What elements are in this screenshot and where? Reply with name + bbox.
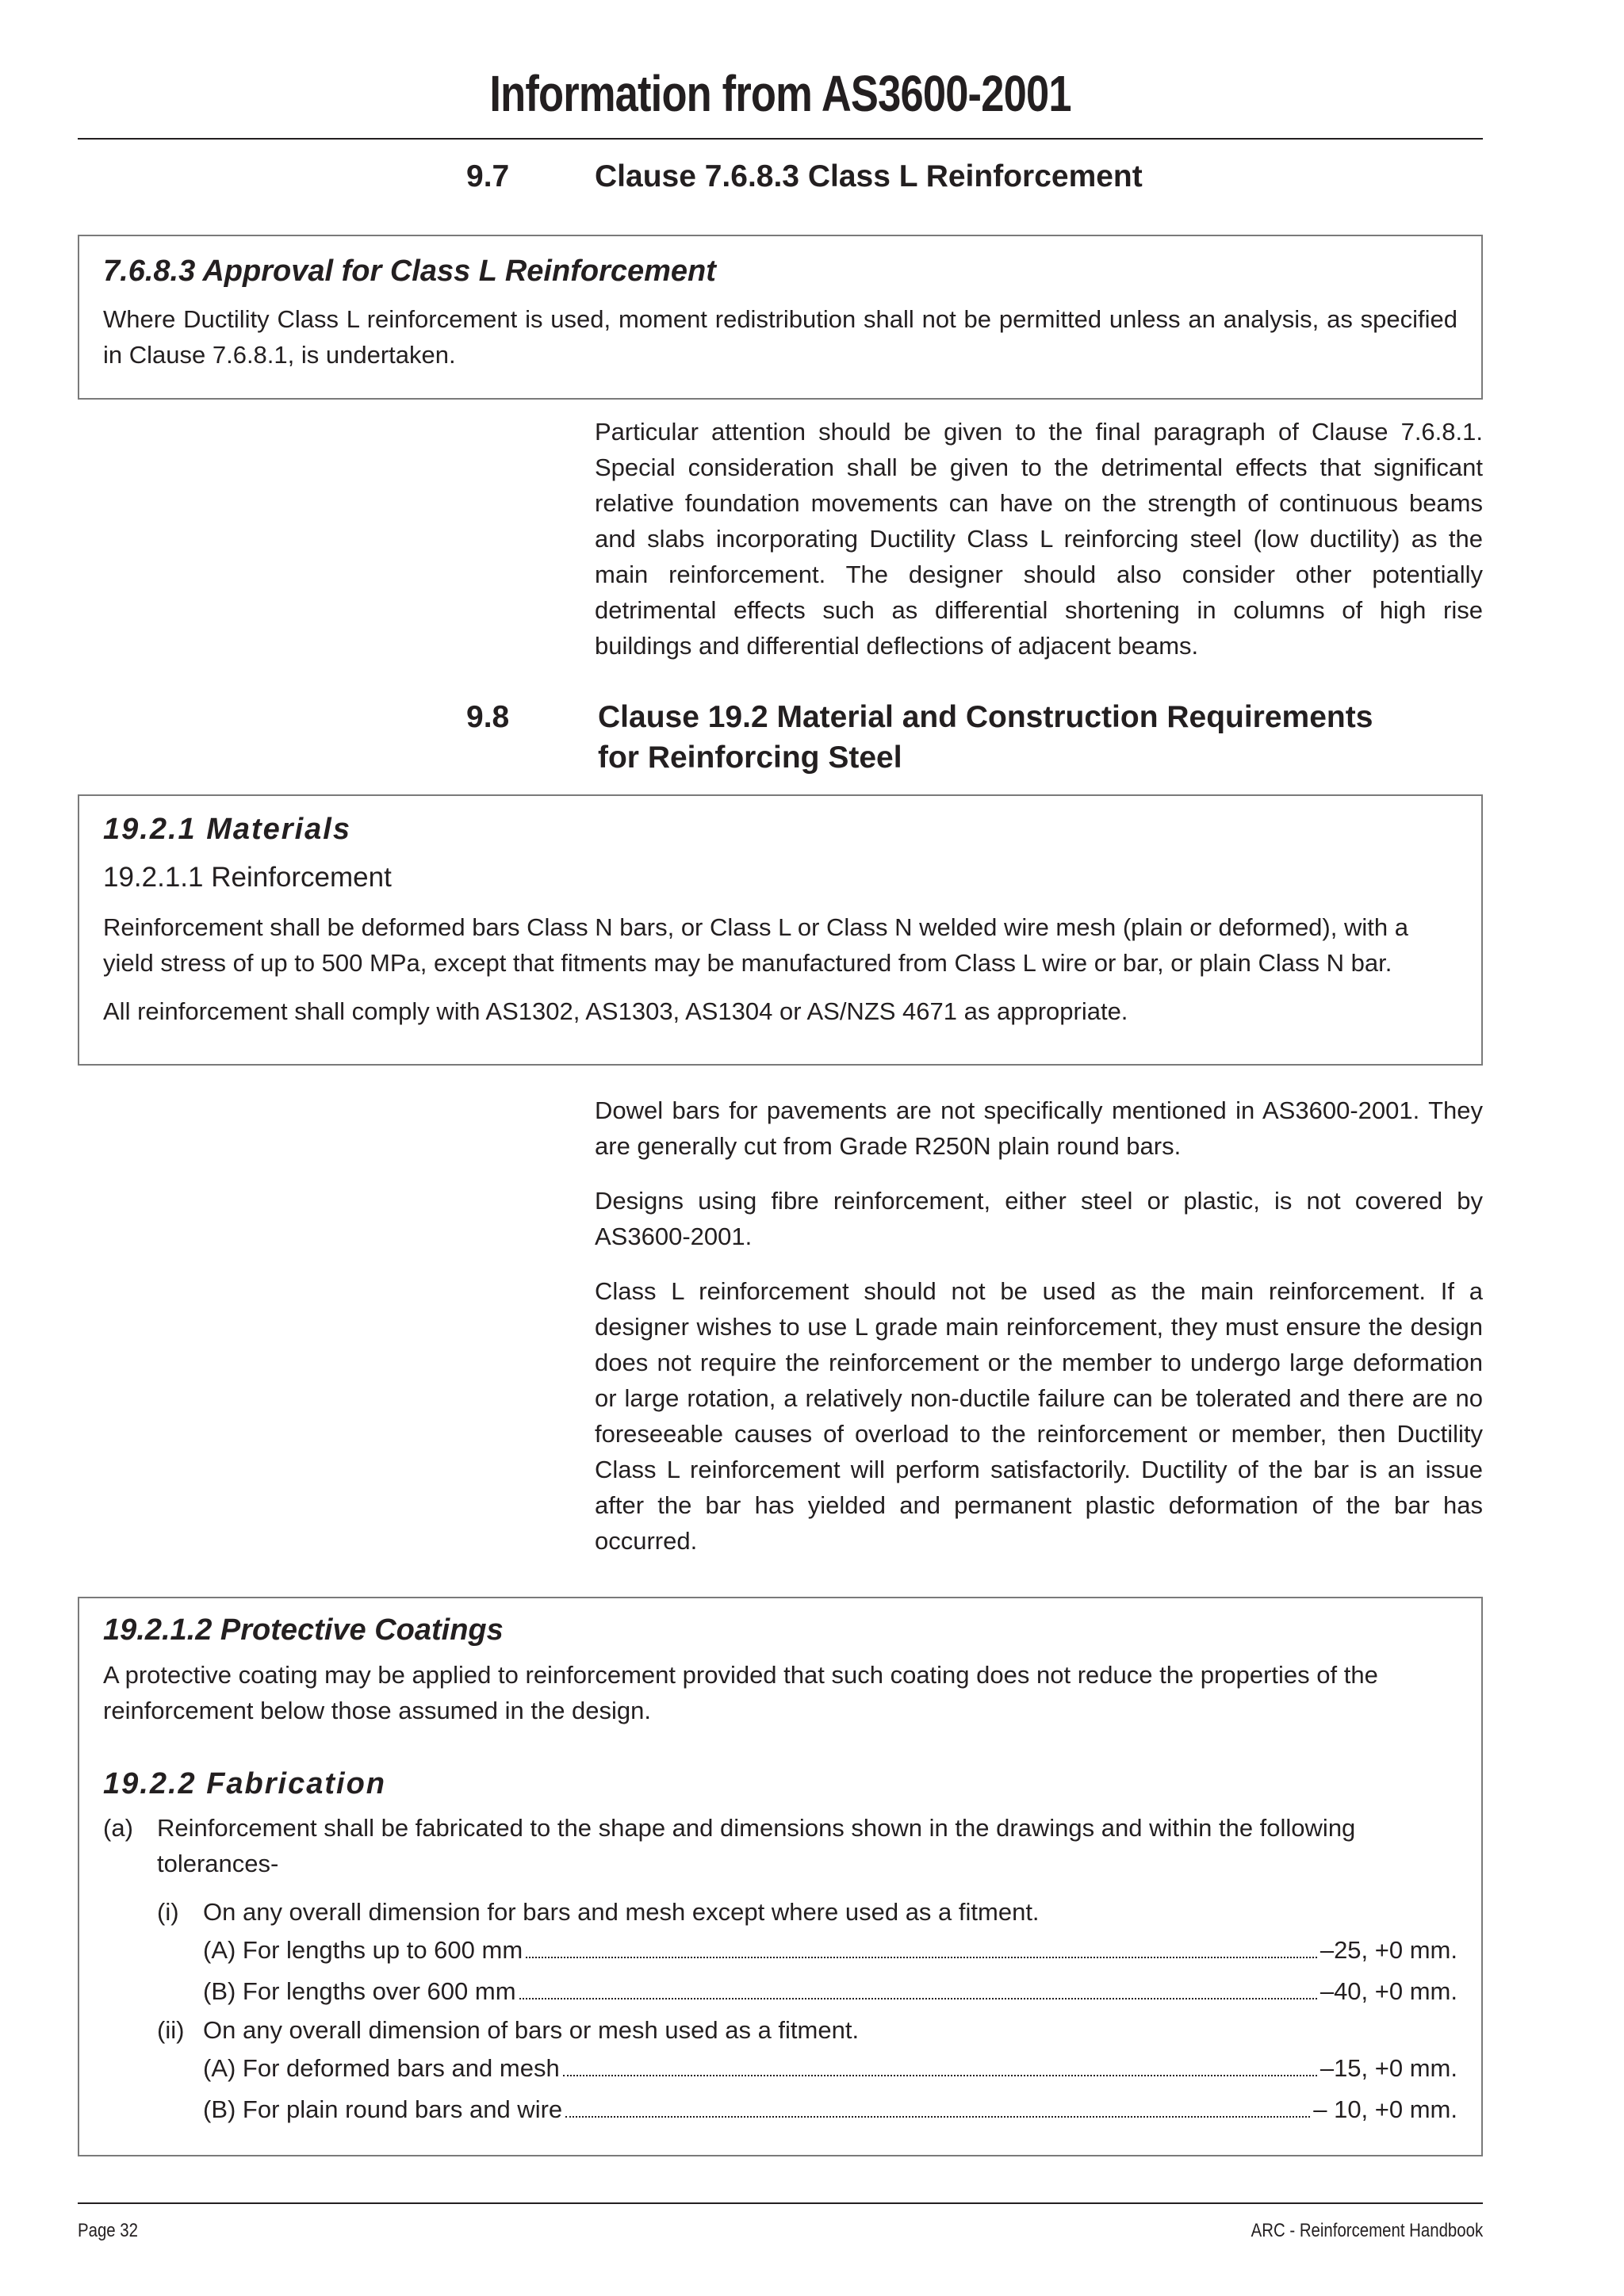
leader-dots: [519, 1998, 1317, 1999]
clause-19212-text: A protective coating may be applied to reinforcement provided that such coating does not reduce the properties of the reinforcement below those assumed in the design.: [103, 1660, 1378, 1724]
tolerance-value: –15, +0 mm.: [1320, 2054, 1457, 2083]
fabrication-item-i: [157, 1894, 1457, 1930]
clause-19211-paragraph-1: Reinforcement shall be deformed bars Class N bars, or Class L or Class N welded wire mesh (plain or deformed), with a yield stress of up to 500 MPa, except that fitments may be manufactured from Class L wire or bar, or plain Class N bar.: [103, 913, 1408, 978]
tolerance-label: (B) For plain round bars and wire: [203, 2095, 563, 2124]
footer-publication: ARC - Reinforcement Handbook: [1251, 2220, 1483, 2241]
section-97-number: 9.7: [466, 159, 510, 193]
fabrication-item-ii: [157, 2012, 1457, 2048]
commentary-98-paragraph-1: Dowel bars for pavements are not specifically mentioned in AS3600-2001. They are generally cut from Grade R250N plain round bars.: [595, 1096, 1483, 1160]
clause-1921-heading: 19.2.1 Materials: [103, 813, 351, 846]
clause-1922-heading: 19.2.2 Fabrication: [103, 1766, 387, 1800]
tolerance-row: [203, 1971, 1457, 2012]
commentary-97: [595, 414, 1483, 683]
clause-box-7683: [78, 235, 1483, 400]
leader-dots: [526, 1957, 1317, 1958]
leader-dots: [565, 2116, 1310, 2118]
section-98-number: 9.8: [466, 700, 510, 734]
tolerance-row: [203, 2048, 1457, 2089]
section-98-title: [598, 698, 1373, 778]
item-a-label: (a): [103, 1814, 133, 1843]
clause-7683-heading: 7.6.8.3 Approval for Class L Reinforcement: [103, 254, 716, 288]
section-97-title: Clause 7.6.8.3 Class L Reinforcement: [595, 159, 1143, 193]
item-i-text: On any overall dimension for bars and mesh except where used as a fitment.: [203, 1898, 1040, 1927]
clause-19212-heading: 19.2.1.2 Protective Coatings: [103, 1613, 504, 1647]
item-i-label: (i): [157, 1898, 179, 1927]
tolerance-value: – 10, +0 mm.: [1313, 2095, 1457, 2124]
item-ii-text: On any overall dimension of bars or mesh used as a fitment.: [203, 2016, 860, 2045]
leader-dots: [563, 2075, 1317, 2076]
tolerance-label: (B) For lengths over 600 mm: [203, 1977, 516, 2006]
page-title: Information from AS3600-2001: [489, 65, 1071, 122]
tolerance-value: –40, +0 mm.: [1320, 1977, 1457, 2006]
commentary-97-paragraph: Particular attention should be given to the final paragraph of Clause 7.6.8.1. Special consideration shall be given to the detrimental effects that significant relative foundation movements can have on the strength of continuous beams and slabs incorporating Ductility Class L reinforcing steel (low ductility) as the main reinforcement. The designer should also consider other potentially detrimental effects such as differential shortening in columns of high rise buildings and differential deflections of adjacent beams.: [595, 418, 1483, 660]
item-ii-label: (ii): [157, 2016, 185, 2045]
fabrication-item-a: [103, 1810, 1457, 1881]
section-98-title-line1: Clause 19.2 Material and Construction Requirements: [598, 700, 1373, 734]
tolerance-row: [203, 1930, 1457, 1971]
clause-box-19212: [78, 1597, 1483, 2156]
clause-box-1921: [78, 794, 1483, 1066]
footer-page-number: Page 32: [78, 2220, 139, 2241]
clause-7683-text: Where Ductility Class L reinforcement is used, moment redistribution shall not be permitted unless an analysis, as specified in Clause 7.6.8.1, is undertaken.: [103, 304, 1457, 369]
header-rule: [78, 138, 1483, 140]
commentary-98-paragraph-2: Designs using fibre reinforcement, either steel or plastic, is not covered by AS3600-2001.: [595, 1187, 1483, 1250]
footer-rule: [78, 2202, 1483, 2204]
commentary-98-paragraph-3: Class L reinforcement should not be used as the main reinforcement. If a designer wishes to use L grade main reinforcement, they must ensure the design does not require the reinforcement or the member to undergo large deformation or large rotation, a relatively non-ductile failure can be tolerated and there are no foreseeable causes of overload to the reinforcement or member, then Ductility Class L reinforcement will perform satisfactorily. Ductility of the bar is an issue after the bar has yielded and permanent plastic deformation of the bar has occurred.: [595, 1277, 1483, 1555]
clause-19211-paragraph-2: All reinforcement shall comply with AS1302, AS1303, AS1304 or AS/NZS 4671 as appropriate.: [103, 997, 1128, 1026]
tolerance-row: [203, 2089, 1457, 2130]
tolerance-value: –25, +0 mm.: [1320, 1936, 1457, 1965]
commentary-98: [595, 1093, 1483, 1578]
tolerance-label: (A) For lengths up to 600 mm: [203, 1936, 523, 1965]
item-a-text: Reinforcement shall be fabricated to the shape and dimensions shown in the drawings and within the following tolerances-: [157, 1814, 1356, 1878]
tolerance-label: (A) For deformed bars and mesh: [203, 2054, 560, 2083]
clause-19211-subheading: 19.2.1.1 Reinforcement: [103, 861, 392, 893]
section-98-title-line2: for Reinforcing Steel: [598, 740, 902, 775]
